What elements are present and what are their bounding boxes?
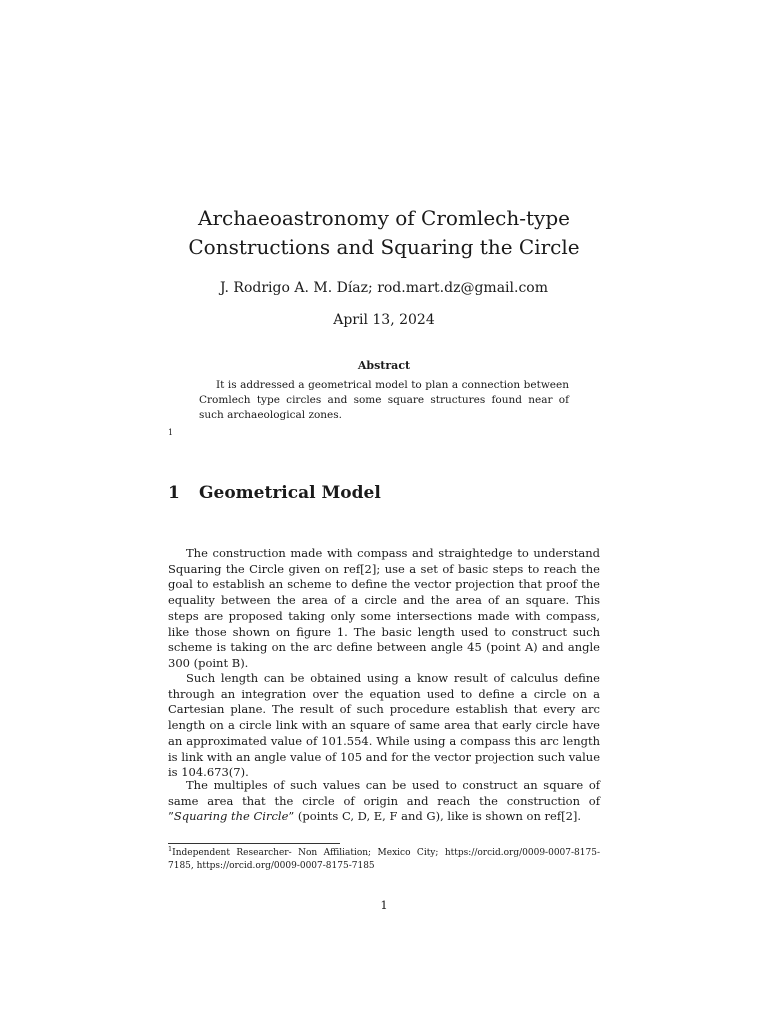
author-line: J. Rodrigo A. M. Díaz; rod.mart.dz@gmail.com (219, 280, 548, 296)
page-number: 1 (380, 898, 388, 912)
paper-date: April 13, 2024 (333, 312, 435, 328)
title-line-1: Archaeoastronomy of Cromlech-type (198, 206, 570, 230)
paragraph-3-text-end: ” (points C, D, E, F and G), like is shown on ref[2]. (288, 809, 582, 824)
abstract-heading: Abstract (357, 359, 411, 372)
abstract-text: It is addressed a geometrical model to plan a connection between Cromlech type circles and some square structures found near of such archaeological zones. (199, 379, 569, 421)
paragraph-3-text-start: The multiples of such values can be used to construct an square of same area that the circle of origin and reach the construction of ” (168, 778, 600, 824)
body-paragraph-3 (168, 778, 600, 825)
paper-title (0, 204, 768, 262)
footnote-divider (168, 843, 340, 844)
footnote-number: 1 (168, 845, 173, 853)
section-number: 1 (168, 483, 180, 503)
footnote (168, 847, 600, 873)
body-paragraph-2: Such length can be obtained using a know result of calculus define through an integration over the equation used to define a circle on a Cartesian plane. The result of such procedure establish that every arc length on a circle link with an square of same area that early circle have an approximated value of 101.554. While using a compass this arc length is link with an angle value of 105 and for the vector projection such value is 104.673(7). (168, 671, 600, 780)
section-title: Geometrical Model (199, 483, 381, 503)
footnote-text: Independent Researcher- Non Affiliation; Mexico City; https://orcid.org/0009-0007-8175-7185, https://orcid.org/0009-0007-8175-7185 (168, 848, 600, 871)
footnote-marker: 1 (168, 428, 174, 437)
paragraph-3-italic-phrase: Squaring the Circle (173, 809, 289, 824)
body-paragraph-1: The construction made with compass and straightedge to understand Squaring the Circle given on ref[2]; use a set of basic steps to reach the goal to establish an scheme to define the vector projection that proof the equality between the area of a circle and the area of an square. This steps are proposed taking only some intersections made with compass, like those shown on figure 1. The basic length used to construct such scheme is taking on the arc define between angle 45 (point A) and angle 300 (point B). (168, 546, 600, 670)
section-heading (168, 482, 381, 504)
title-line-2: Constructions and Squaring the Circle (188, 235, 580, 259)
